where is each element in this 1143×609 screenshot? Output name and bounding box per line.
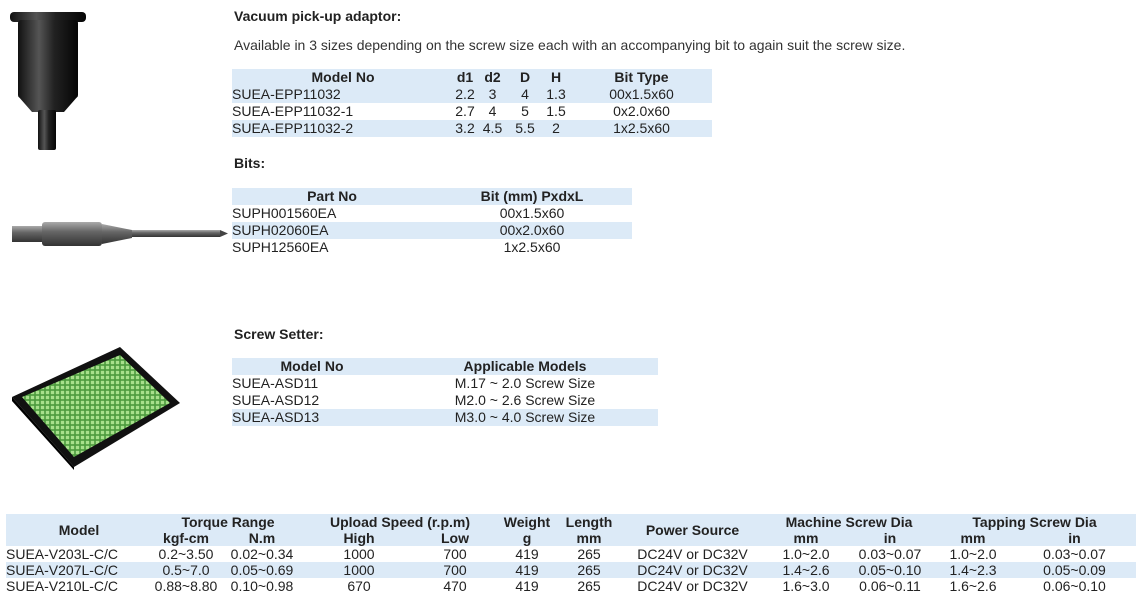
kgf-cell: 0.88~8.80 xyxy=(154,578,218,594)
header-machine-in: in xyxy=(883,530,897,546)
table-row xyxy=(232,222,632,239)
nm-cell: 0.05~0.69 xyxy=(230,562,294,578)
model-cell: SUEA-EPP11032 xyxy=(232,86,341,102)
model-cell: SUEA-V210L-C/C xyxy=(6,578,119,594)
header-weight: Weight xyxy=(503,514,551,530)
header-model-no: Model No xyxy=(311,69,375,85)
model-cell: SUEA-ASD11 xyxy=(232,375,319,391)
length-cell: 265 xyxy=(577,546,601,562)
header-kgf-cm: kgf-cm xyxy=(163,530,209,546)
bit-size-cell: 00x2.0x60 xyxy=(499,222,565,238)
weight-cell: 419 xyxy=(515,578,539,594)
part-no-cell: SUPH001560EA xyxy=(232,205,337,221)
low-cell: 470 xyxy=(443,578,467,594)
low-cell: 700 xyxy=(443,546,467,562)
bits-title: Bits: xyxy=(234,155,266,171)
D-cell: 5 xyxy=(521,103,529,119)
part-no-cell: SUPH12560EA xyxy=(232,239,329,255)
header-length-mm: mm xyxy=(576,530,602,546)
setter-table xyxy=(232,358,658,426)
table-row xyxy=(6,578,1136,594)
screw-setter-tray-image xyxy=(10,345,182,470)
model-cell: SUEA-V207L-C/C xyxy=(6,562,119,578)
header-model-no: Model No xyxy=(280,358,344,374)
machine-mm-cell: 1.4~2.6 xyxy=(782,562,830,578)
adaptor-description: Available in 3 sizes depending on the screw size each with an accompanying bit to again suit the screw size. xyxy=(234,37,906,53)
vacuum-adaptor-image xyxy=(8,8,88,154)
adaptor-title: Vacuum pick-up adaptor: xyxy=(234,8,402,24)
d2-cell: 4 xyxy=(488,103,497,119)
kgf-cell: 0.2~3.50 xyxy=(158,546,214,562)
header-D: D xyxy=(519,69,531,85)
spec-header-row-2 xyxy=(6,530,1136,546)
low-cell: 700 xyxy=(443,562,467,578)
model-cell: SUEA-EPP11032-2 xyxy=(232,120,354,136)
header-power-source: Power Source xyxy=(645,522,740,538)
model-cell: SUEA-ASD12 xyxy=(232,392,320,408)
header-tapping-screw-dia: Tapping Screw Dia xyxy=(972,514,1097,530)
tapping-in-cell: 0.06~0.10 xyxy=(1043,578,1106,594)
tapping-in-cell: 0.03~0.07 xyxy=(1043,546,1106,562)
length-cell: 265 xyxy=(577,562,601,578)
table-header xyxy=(232,188,632,205)
bit-size-cell: 00x1.5x60 xyxy=(499,205,565,221)
d1-cell: 2.2 xyxy=(455,86,475,102)
H-cell: 1.3 xyxy=(546,86,566,102)
H-cell: 2 xyxy=(552,120,560,136)
kgf-cell: 0.5~7.0 xyxy=(162,562,210,578)
header-applicable-models: Applicable Models xyxy=(463,358,587,374)
H-cell: 1.5 xyxy=(546,103,566,119)
machine-in-cell: 0.05~0.10 xyxy=(858,562,922,578)
header-tapping-mm: mm xyxy=(960,530,986,546)
table-header xyxy=(232,69,712,86)
table-row xyxy=(232,239,632,256)
bit-type-cell: 00x1.5x60 xyxy=(609,86,674,102)
tapping-in-cell: 0.05~0.09 xyxy=(1043,562,1106,578)
machine-in-cell: 0.03~0.07 xyxy=(858,546,922,562)
table-row xyxy=(232,103,712,120)
machine-mm-cell: 1.6~3.0 xyxy=(782,578,830,594)
machine-in-cell: 0.06~0.11 xyxy=(859,578,921,594)
header-length: Length xyxy=(565,514,613,530)
header-bit-size: Bit (mm) PxdxL xyxy=(480,188,584,204)
high-cell: 1000 xyxy=(343,546,375,562)
bit-type-cell: 0x2.0x60 xyxy=(613,103,670,119)
table-row xyxy=(232,409,658,426)
header-part-no: Part No xyxy=(307,188,357,204)
power-cell: DC24V or DC32V xyxy=(637,578,748,594)
header-tapping-in: in xyxy=(1068,530,1081,546)
setter-title: Screw Setter: xyxy=(234,326,324,342)
bit-type-cell: 1x2.5x60 xyxy=(613,120,670,136)
bit-size-cell: 1x2.5x60 xyxy=(503,239,561,255)
model-cell: SUEA-ASD13 xyxy=(232,409,320,425)
tapping-mm-cell: 1.0~2.0 xyxy=(949,546,997,562)
screwdriver-bit-image xyxy=(12,216,228,250)
part-no-cell: SUPH02060EA xyxy=(232,222,329,238)
tapping-mm-cell: 1.4~2.3 xyxy=(949,562,997,578)
header-low: Low xyxy=(441,530,469,546)
machine-mm-cell: 1.0~2.0 xyxy=(782,546,830,562)
D-cell: 4 xyxy=(521,86,529,102)
length-cell: 265 xyxy=(577,578,601,594)
header-d2: d2 xyxy=(484,69,501,85)
D-cell: 5.5 xyxy=(515,120,535,136)
header-machine-mm: mm xyxy=(793,530,819,546)
weight-cell: 419 xyxy=(515,546,539,562)
header-d1: d1 xyxy=(456,69,474,85)
applicable-cell: M2.0 ~ 2.6 Screw Size xyxy=(454,392,596,408)
nm-cell: 0.10~0.98 xyxy=(230,578,294,594)
header-machine-screw-dia: Machine Screw Dia xyxy=(785,514,913,530)
table-row xyxy=(232,205,632,222)
table-row xyxy=(232,375,658,392)
spec-header-row-1 xyxy=(6,514,1136,530)
weight-cell: 419 xyxy=(515,562,539,578)
model-cell: SUEA-EPP11032-1 xyxy=(232,103,354,119)
spec-table xyxy=(6,514,1136,594)
header-bit-type: Bit Type xyxy=(614,69,669,85)
header-g: g xyxy=(522,530,532,546)
header-high: High xyxy=(343,530,375,546)
table-row xyxy=(232,392,658,409)
d1-cell: 2.7 xyxy=(455,103,475,119)
high-cell: 670 xyxy=(347,578,371,594)
high-cell: 1000 xyxy=(343,562,375,578)
table-row xyxy=(6,562,1136,578)
table-header xyxy=(232,358,658,375)
power-cell: DC24V or DC32V xyxy=(637,562,748,578)
table-row xyxy=(232,86,712,103)
header-upload-speed: Upload Speed (r.p.m) xyxy=(329,514,470,530)
header-H: H xyxy=(550,69,562,85)
bits-table xyxy=(232,188,632,256)
header-nm: N.m xyxy=(248,530,276,546)
d2-cell: 4.5 xyxy=(482,120,503,136)
header-model: Model xyxy=(58,522,100,538)
tapping-mm-cell: 1.6~2.6 xyxy=(949,578,997,594)
model-cell: SUEA-V203L-C/C xyxy=(6,546,119,562)
table-row xyxy=(232,120,712,137)
header-torque-range: Torque Range xyxy=(181,514,275,530)
applicable-cell: M3.0 ~ 4.0 Screw Size xyxy=(454,409,596,425)
applicable-cell: M.17 ~ 2.0 Screw Size xyxy=(454,375,596,391)
d1-cell: 3.2 xyxy=(455,120,475,136)
d2-cell: 3 xyxy=(488,86,497,102)
power-cell: DC24V or DC32V xyxy=(637,546,748,562)
adaptor-table xyxy=(232,69,712,137)
table-row xyxy=(6,546,1136,562)
nm-cell: 0.02~0.34 xyxy=(230,546,294,562)
